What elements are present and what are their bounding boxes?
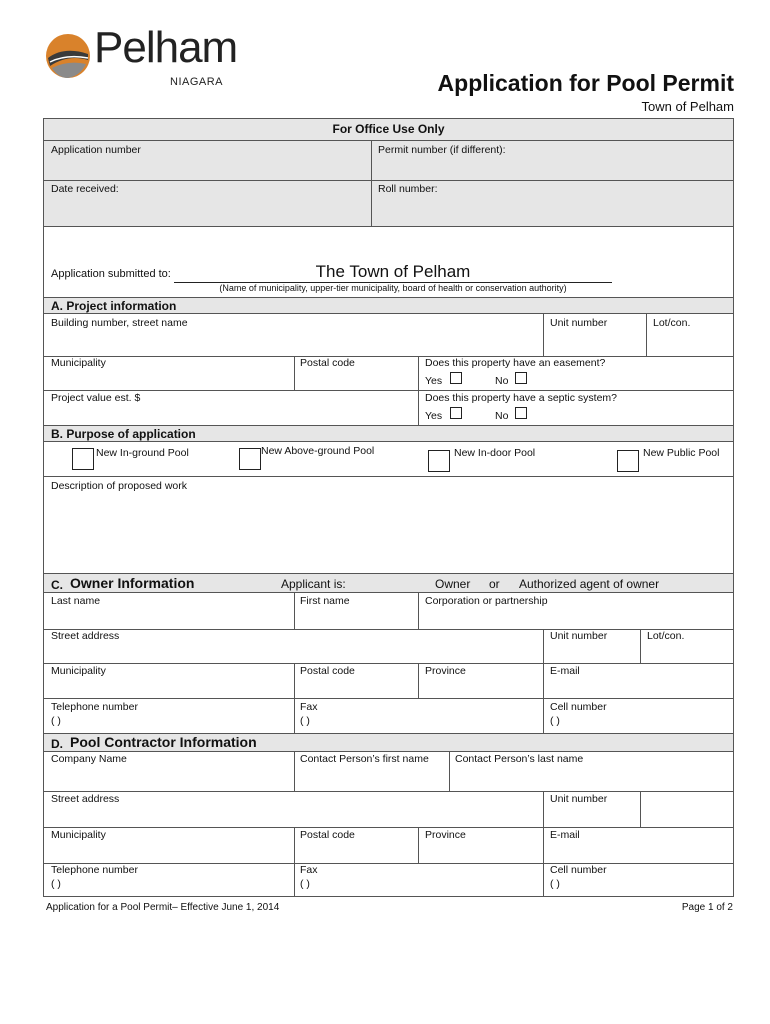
- page-number: Page 1 of 2: [681, 902, 733, 913]
- easement-no-label: No: [495, 375, 509, 387]
- section-c-letter: C.: [51, 578, 63, 592]
- unit-number-label: Unit number: [550, 317, 608, 329]
- submitted-to-note: (Name of municipality, upper-tier municipality, board of health or conservation authority): [219, 283, 567, 293]
- public-pool-label: New Public Pool: [643, 447, 720, 459]
- owner-email-label: E-mail: [550, 665, 580, 677]
- aboveground-pool-label: New Above-ground Pool: [261, 445, 375, 457]
- lot-con-label: Lot/con.: [653, 317, 691, 329]
- section-d-letter: D.: [51, 737, 63, 751]
- description-label: Description of proposed work: [51, 480, 187, 492]
- logo-subtitle: NIAGARA: [170, 76, 224, 88]
- contact-first-label: Contact Person’s first name: [300, 753, 429, 765]
- page-title: Application for Pool Permit: [437, 70, 734, 96]
- or-label: or: [489, 577, 500, 591]
- project-value-label: Project value est. $: [51, 392, 141, 404]
- easement-question: Does this property have an easement?: [425, 357, 606, 369]
- last-name-label: Last name: [51, 595, 101, 607]
- logo-wordmark: Pelham: [94, 23, 238, 72]
- contractor-unit-label: Unit number: [550, 793, 608, 805]
- footer-effective-date: Application for a Pool Permit– Effective June 1, 2014: [46, 902, 280, 913]
- owner-province-label: Province: [425, 665, 466, 677]
- septic-yes-label: Yes: [425, 410, 443, 422]
- contractor-cell-field[interactable]: ( ): [550, 878, 560, 890]
- owner-cell-label: Cell number: [550, 701, 607, 713]
- section-b-heading: B. Purpose of application: [51, 427, 196, 441]
- aboveground-pool-checkbox[interactable]: [239, 448, 261, 470]
- contractor-province-label: Province: [425, 829, 466, 841]
- applicant-is-label: Applicant is:: [281, 577, 346, 591]
- owner-telephone-label: Telephone number: [51, 701, 138, 713]
- contractor-telephone-field[interactable]: ( ): [51, 878, 61, 890]
- page-subtitle: Town of Pelham: [641, 99, 734, 114]
- owner-unit-label: Unit number: [550, 630, 608, 642]
- septic-no-label: No: [495, 410, 509, 422]
- owner-fax-label: Fax: [300, 701, 318, 713]
- section-a-heading: A. Project information: [51, 299, 177, 313]
- owner-cell-field[interactable]: ( ): [550, 715, 560, 727]
- pelham-logo: [44, 23, 244, 90]
- easement-no-checkbox[interactable]: [515, 372, 527, 384]
- contractor-street-label: Street address: [51, 793, 120, 805]
- easement-yes-checkbox[interactable]: [450, 372, 462, 384]
- septic-no-checkbox[interactable]: [515, 407, 527, 419]
- section-d-heading: Pool Contractor Information: [70, 734, 257, 750]
- inground-pool-checkbox[interactable]: [72, 448, 94, 470]
- section-c-heading: Owner Information: [70, 575, 195, 591]
- contractor-postal-label: Postal code: [300, 829, 355, 841]
- permit-form: [43, 118, 734, 897]
- contractor-municipality-label: Municipality: [51, 829, 106, 841]
- submitted-to-label: Application submitted to:: [51, 268, 171, 280]
- septic-question: Does this property have a septic system?: [425, 392, 618, 404]
- permit-number-label: Permit number (if different):: [378, 144, 506, 156]
- agent-option[interactable]: Authorized agent of owner: [519, 577, 660, 591]
- contact-last-label: Contact Person’s last name: [455, 753, 584, 765]
- owner-street-label: Street address: [51, 630, 120, 642]
- easement-yes-label: Yes: [425, 375, 443, 387]
- owner-telephone-field[interactable]: ( ): [51, 715, 61, 727]
- indoor-pool-label: New In-door Pool: [454, 447, 536, 459]
- contractor-fax-field[interactable]: ( ): [300, 878, 310, 890]
- municipality-label: Municipality: [51, 357, 106, 369]
- contractor-cell-label: Cell number: [550, 864, 607, 876]
- office-use-heading: For Office Use Only: [332, 122, 445, 136]
- owner-option[interactable]: Owner: [435, 577, 471, 591]
- owner-lot-label: Lot/con.: [647, 630, 685, 642]
- date-received-label: Date received:: [51, 183, 119, 195]
- septic-yes-checkbox[interactable]: [450, 407, 462, 419]
- contractor-telephone-label: Telephone number: [51, 864, 138, 876]
- pelham-logo-mark-icon: [44, 32, 92, 80]
- company-name-label: Company Name: [51, 753, 127, 765]
- corporation-label: Corporation or partnership: [425, 595, 548, 607]
- indoor-pool-checkbox[interactable]: [428, 450, 450, 472]
- postal-code-label: Postal code: [300, 357, 355, 369]
- first-name-label: First name: [300, 595, 350, 607]
- contractor-email-label: E-mail: [550, 829, 580, 841]
- application-number-label: Application number: [51, 144, 141, 156]
- owner-municipality-label: Municipality: [51, 665, 106, 677]
- roll-number-label: Roll number:: [378, 183, 438, 195]
- contractor-fax-label: Fax: [300, 864, 318, 876]
- public-pool-checkbox[interactable]: [617, 450, 639, 472]
- submitted-to-value[interactable]: The Town of Pelham: [174, 262, 612, 283]
- building-street-label: Building number, street name: [51, 317, 188, 329]
- owner-postal-label: Postal code: [300, 665, 355, 677]
- owner-fax-field[interactable]: ( ): [300, 715, 310, 727]
- inground-pool-label: New In-ground Pool: [96, 447, 189, 459]
- description-field[interactable]: [44, 494, 733, 573]
